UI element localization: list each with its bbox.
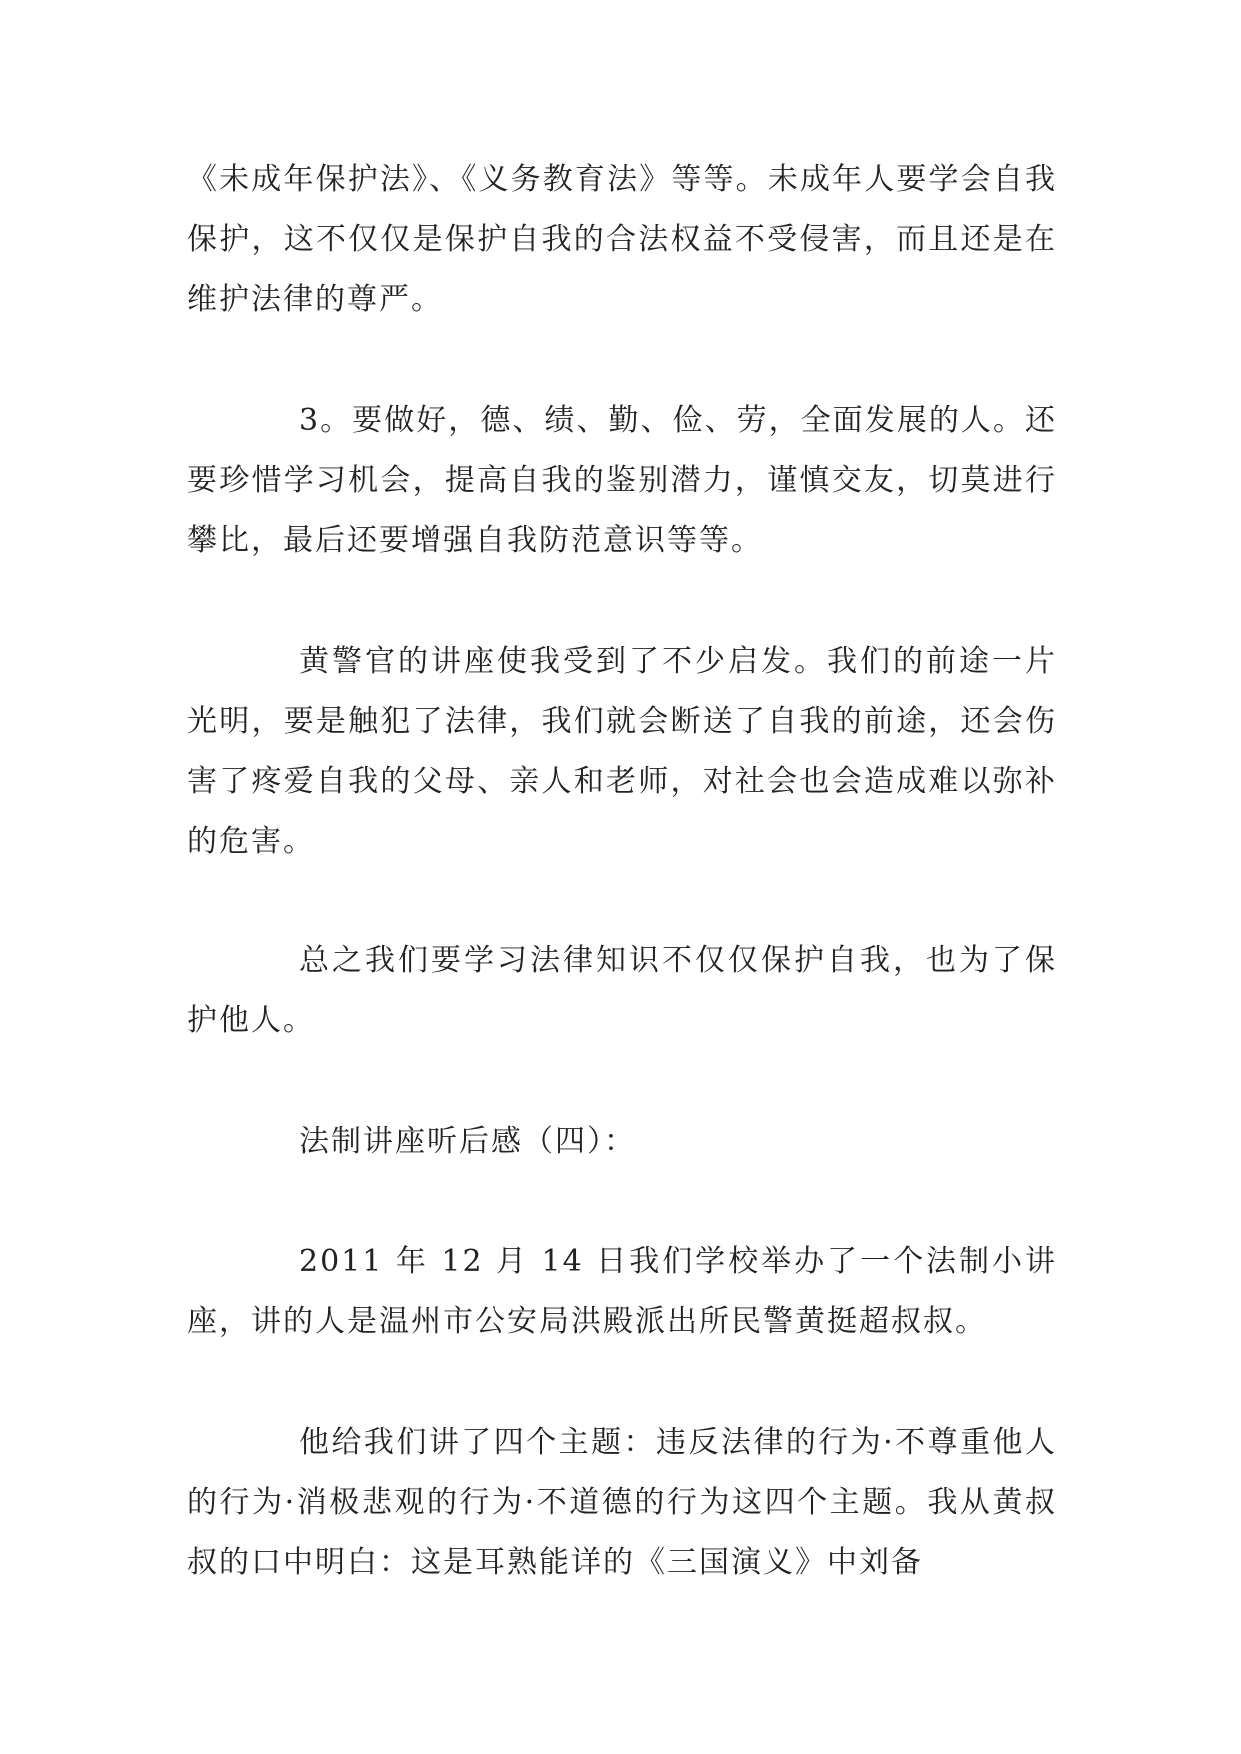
paragraph-6: 他给我们讲了四个主题：违反法律的行为·不尊重他人的行为·消极悲观的行为·不道德的行为这四个主题。我从黄叔叔的口中明白：这是耳熟能详的《三国演义》中刘备 [187,1425,1057,1580]
paragraph-2: 3。要做好，德、绩、勤、俭、劳，全面发展的人。还要珍惜学习机会，提高自我的鉴别潜力，谨慎交友，切莫进行攀比，最后还要增强自我防范意识等等。 [187,403,1057,558]
paragraph-1: 《未成年保护法》、《义务教育法》等等。未成年人要学会自我保护，这不仅仅是保护自我的合法权益不受侵害，而且还是在维护法律的尊严。 [187,162,1057,317]
paragraph-4: 总之我们要学习法律知识不仅仅保护自我，也为了保护他人。 [187,943,1057,1038]
paragraph-3: 黄警官的讲座使我受到了不少启发。我们的前途一片光明，要是触犯了法律，我们就会断送了自我的前途，还会伤害了疼爱自我的父母、亲人和老师，对社会也会造成难以弥补的危害。 [187,644,1057,859]
section-heading: 法制讲座听后感（四）： [299,1124,636,1159]
paragraph-5: 2011 年 12 月 14 日我们学校举办了一个法制小讲座，讲的人是温州市公安局洪殿派出所民警黄挺超叔叔。 [187,1244,1057,1339]
